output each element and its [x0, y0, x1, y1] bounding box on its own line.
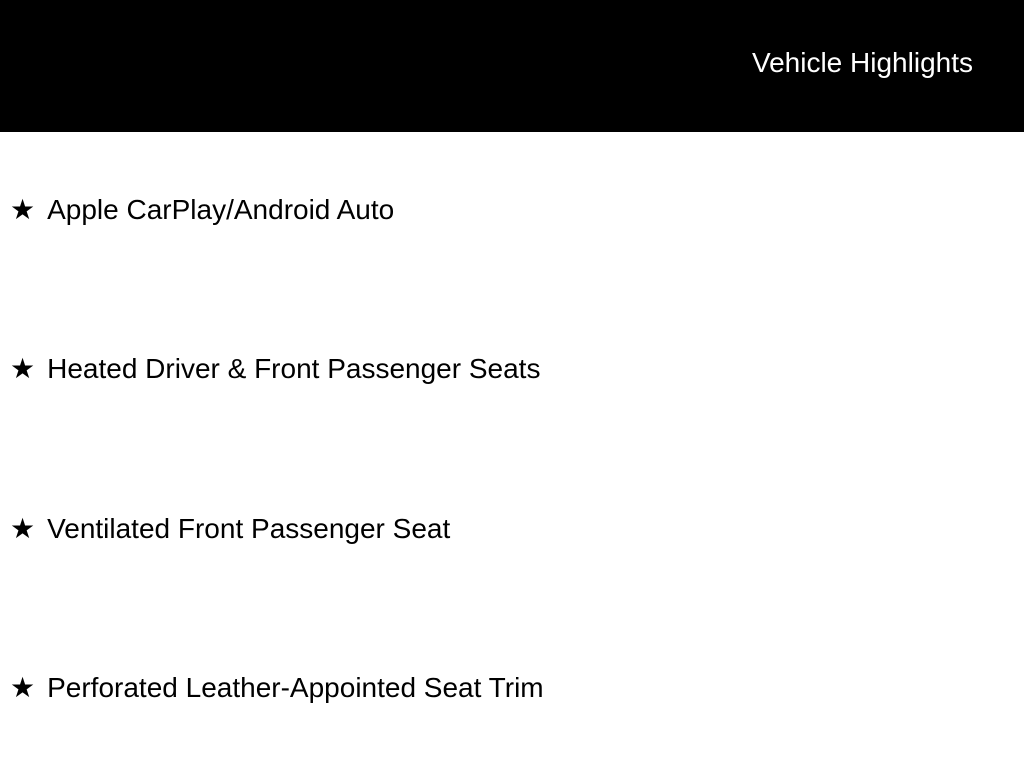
highlight-item: [10, 193, 394, 227]
highlight-item: [10, 512, 450, 546]
highlight-label: Ventilated Front Passenger Seat: [47, 513, 451, 544]
highlight-label: Perforated Leather-Appointed Seat Trim: [47, 672, 544, 703]
star-icon: ★: [10, 193, 36, 226]
highlight-label: Heated Driver & Front Passenger Seats: [47, 353, 541, 384]
highlight-item: [10, 352, 540, 386]
highlight-item: [10, 671, 544, 705]
star-icon: ★: [10, 671, 36, 704]
star-icon: ★: [10, 352, 36, 385]
page-title: Vehicle Highlights: [751, 47, 973, 78]
star-icon: ★: [10, 512, 36, 545]
highlight-label: Apple CarPlay/Android Auto: [47, 194, 395, 225]
